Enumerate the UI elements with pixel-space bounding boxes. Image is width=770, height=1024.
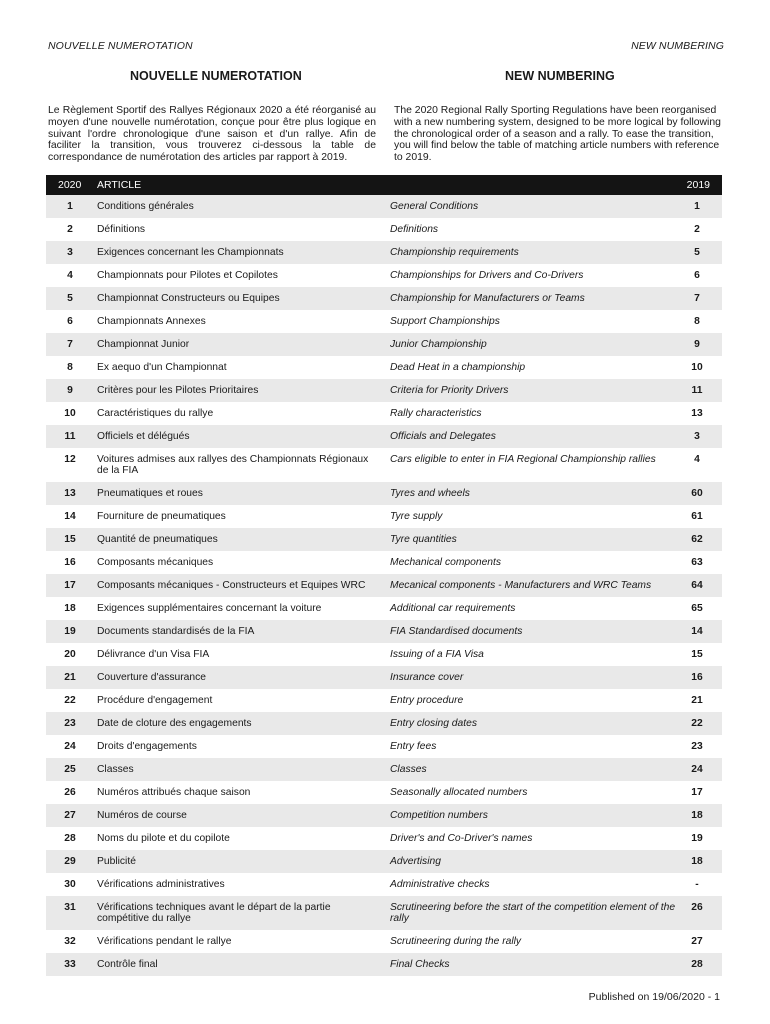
article-number-2020: 27 [64,810,76,821]
article-number-2019: 64 [691,580,703,591]
table-row [46,333,722,356]
article-number-2019: 8 [694,316,700,327]
article-number-2019: 6 [694,270,700,281]
article-number-2020: 23 [64,718,76,729]
article-title-english: Officials and Delegates [390,431,496,442]
table-row [46,402,722,425]
table-row [46,620,722,643]
article-number-2019: 61 [691,511,703,522]
table-body [46,195,722,976]
article-title-french: Vérifications pendant le rallye [97,936,232,947]
footer-published: Published on 19/06/2020 - 1 [588,991,720,1003]
article-title-french: Numéros de course [97,810,187,821]
article-number-2020: 16 [64,557,76,568]
article-title-english: Issuing of a FIA Visa [390,649,484,660]
article-title-french: Caractéristiques du rallye [97,408,214,419]
article-title-french: Contrôle final [97,959,158,970]
article-number-2020: 9 [67,385,73,396]
article-number-2019: 26 [691,902,703,913]
article-title-english: Mechanical components [390,557,502,568]
article-number-2019: 27 [691,936,703,947]
article-number-2020: 4 [67,270,73,281]
table-row [46,850,722,873]
article-number-2020: 7 [67,339,73,350]
table-row [46,574,722,597]
article-number-2019: 65 [691,603,703,614]
title-english: NEW NUMBERING [505,69,615,83]
table-row [46,264,722,287]
article-number-2019: 28 [691,959,703,970]
table-row [46,356,722,379]
article-title-english: Additional car requirements [390,603,516,614]
article-title-english: FIA Standardised documents [390,626,523,637]
article-number-2019: 19 [691,833,703,844]
article-title-french: Championnat Constructeurs ou Equipes [97,293,280,304]
article-title-english: Rally characteristics [390,408,482,419]
header-2020: 2020 [58,179,82,191]
table-row [46,448,722,482]
article-title-french: Noms du pilote et du copilote [97,833,230,844]
table-row [46,195,722,218]
article-title-english: Tyres and wheels [390,488,470,499]
article-number-2020: 17 [64,580,76,591]
article-title-french: Définitions [97,224,146,235]
article-title-french: Date de cloture des engagements [97,718,252,729]
article-title-french: Fourniture de pneumatiques [97,511,226,522]
article-number-2019: 16 [691,672,703,683]
table-row [46,287,722,310]
article-title-french: Critères pour les Pilotes Prioritaires [97,385,259,396]
table-row [46,712,722,735]
article-title-english: Mecanical components - Manufacturers and WRC Teams [390,580,652,591]
article-number-2020: 32 [64,936,76,947]
article-number-2020: 14 [64,511,76,522]
article-number-2019: 1 [694,201,700,212]
article-title-english: Entry closing dates [390,718,477,729]
article-number-2020: 10 [64,408,76,419]
article-number-2019: 2 [694,224,700,235]
table-row [46,310,722,333]
article-title-french: Documents standardisés de la FIA [97,626,255,637]
article-title-english: Seasonally allocated numbers [390,787,528,798]
article-number-2019: 22 [691,718,703,729]
article-title-english: Administrative checks [390,879,490,890]
article-number-2019: 10 [691,362,703,373]
article-title-english: Tyre supply [390,511,443,522]
table-row [46,643,722,666]
table-row [46,425,722,448]
article-title-french: Championnat Junior [97,339,190,350]
article-title-french: Délivrance d'un Visa FIA [97,649,210,660]
article-title-english: Entry fees [390,741,437,752]
article-title-french: Classes [97,764,134,775]
article-number-2020: 25 [64,764,76,775]
article-title-english: Dead Heat in a championship [390,362,526,373]
article-title-english: Scrutineering before the start of the competition element of the rally [390,902,676,924]
table-row [46,482,722,505]
table-row [46,735,722,758]
intro-english: The 2020 Regional Rally Sporting Regulations have been reorganised with a new numbering system, designed to be more logical by following the chronological order of a season and a rally. To ease the transition, you will find below the table of matching article numbers with reference to 2019. [394,105,721,164]
article-title-english: Definitions [390,224,439,235]
table-row [46,896,722,930]
article-number-2020: 12 [64,454,76,465]
article-number-2019: 18 [691,810,703,821]
article-number-2019: 5 [694,247,700,258]
article-title-english: Competition numbers [390,810,488,821]
table-row [46,930,722,953]
article-title-english: Driver's and Co-Driver's names [390,833,533,844]
article-number-2020: 8 [67,362,73,373]
article-number-2019: 11 [691,385,703,396]
article-number-2020: 18 [64,603,76,614]
header-article: ARTICLE [97,179,142,191]
article-number-2019: 15 [691,649,703,660]
article-title-english: Criteria for Priority Drivers [390,385,509,396]
article-number-2019: 62 [691,534,703,545]
article-title-french: Numéros attribués chaque saison [97,787,251,798]
article-number-2019: 17 [691,787,703,798]
article-title-english: Advertising [390,856,441,867]
article-number-2020: 24 [64,741,76,752]
article-number-2019: 24 [691,764,703,775]
article-number-2020: 20 [64,649,76,660]
table-row [46,551,722,574]
article-number-2020: 21 [64,672,76,683]
article-number-2019: 13 [691,408,703,419]
article-number-2020: 11 [64,431,76,442]
article-title-french: Vérifications techniques avant le départ de la partie compétitive du rallye [97,902,331,924]
article-title-english: Junior Championship [390,339,487,350]
article-title-french: Couverture d'assurance [97,672,206,683]
article-number-2019: 7 [694,293,700,304]
running-header-left: NOUVELLE NUMEROTATION [48,40,193,52]
table-row [46,689,722,712]
article-title-english: Insurance cover [390,672,464,683]
article-title-english: Championships for Drivers and Co-Drivers [390,270,584,281]
article-title-english: Classes [390,764,427,775]
table-header [46,175,722,195]
article-title-english: Final Checks [390,959,450,970]
article-number-2019: 21 [691,695,703,706]
table-row [46,953,722,976]
running-header-right: NEW NUMBERING [631,40,724,52]
article-number-2019: 23 [691,741,703,752]
article-number-2020: 22 [64,695,76,706]
article-title-french: Exigences supplémentaires concernant la voiture [97,603,322,614]
article-number-2019: 9 [694,339,700,350]
table-row [46,804,722,827]
article-number-2020: 31 [64,902,76,913]
article-number-2020: 26 [64,787,76,798]
article-title-english: Support Championships [390,316,500,327]
article-title-french: Ex aequo d'un Championnat [97,362,227,373]
table-row [46,758,722,781]
article-title-english: Cars eligible to enter in FIA Regional Championship rallies [390,454,656,465]
article-title-french: Conditions générales [97,201,194,212]
article-number-2020: 28 [64,833,76,844]
article-number-2020: 30 [64,879,76,890]
table-row [46,528,722,551]
table-row [46,781,722,804]
article-number-2020: 15 [64,534,76,545]
article-title-english: Scrutineering during the rally [390,936,522,947]
article-title-french: Publicité [97,856,136,867]
article-number-2020: 5 [67,293,73,304]
table-row [46,666,722,689]
table-row [46,218,722,241]
article-title-french: Quantité de pneumatiques [97,534,218,545]
article-number-2019: 60 [691,488,703,499]
article-title-english: Tyre quantities [390,534,457,545]
article-number-2019: - [695,879,699,890]
article-number-2020: 33 [64,959,76,970]
article-number-2019: 4 [694,454,700,465]
intro-french: Le Règlement Sportif des Rallyes Régionaux 2020 a été réorganisé au moyen d'une nouvelle numérotation, conçue pour être plus logique en suivant l'ordre chronologique d'une saison et d'un rallye. Afin de faciliter la transition, vous trouverez ci-dessous la table de correspondance de numérotation des articles par rapport à 2019. [48,105,376,164]
article-title-french: Composants mécaniques - Constructeurs et Equipes WRC [97,580,366,591]
article-correspondence-table [46,175,722,976]
article-number-2020: 19 [64,626,76,637]
title-french: NOUVELLE NUMEROTATION [130,69,302,83]
article-title-english: Championship requirements [390,247,519,258]
table-row [46,241,722,264]
table-row [46,873,722,896]
article-number-2020: 13 [64,488,76,499]
article-title-french: Officiels et délégués [97,431,190,442]
table-row [46,597,722,620]
article-title-english: Championship for Manufacturers or Teams [390,293,585,304]
article-number-2020: 1 [67,201,73,212]
article-number-2020: 3 [67,247,73,258]
table-row [46,505,722,528]
article-number-2019: 63 [691,557,703,568]
article-number-2019: 3 [694,431,700,442]
table-row [46,379,722,402]
table-row [46,827,722,850]
article-title-french: Droits d'engagements [97,741,197,752]
article-title-french: Voitures admises aux rallyes des Championnats Régionaux de la FIA [97,454,369,476]
article-title-french: Championnats pour Pilotes et Copilotes [97,270,278,281]
article-title-french: Exigences concernant les Championnats [97,247,284,258]
article-title-english: Entry procedure [390,695,464,706]
header-2019: 2019 [686,179,710,191]
article-title-french: Vérifications administratives [97,879,225,890]
article-number-2019: 18 [691,856,703,867]
article-number-2019: 14 [691,626,703,637]
article-title-french: Championnats Annexes [97,316,206,327]
article-title-french: Composants mécaniques [97,557,214,568]
article-title-french: Procédure d'engagement [97,695,213,706]
article-number-2020: 2 [67,224,73,235]
article-title-english: General Conditions [390,201,479,212]
article-number-2020: 29 [64,856,76,867]
article-title-french: Pneumatiques et roues [97,488,203,499]
article-number-2020: 6 [67,316,73,327]
